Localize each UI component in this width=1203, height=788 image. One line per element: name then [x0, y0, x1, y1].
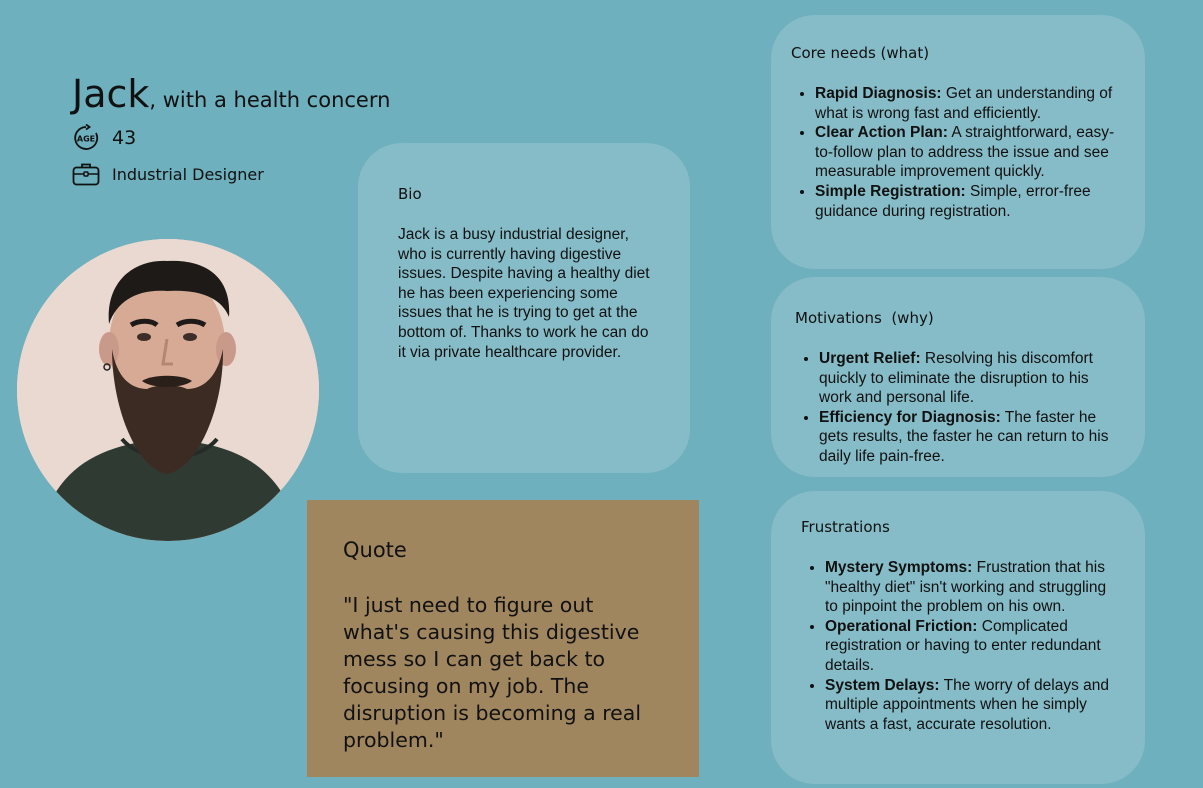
item-text: Get an understanding of what is wrong fast and efficiently.: [815, 85, 1113, 122]
item-label: Mystery Symptoms:: [825, 559, 973, 576]
item-label: Clear Action Plan:: [815, 124, 948, 142]
list-item: [825, 617, 1115, 676]
quote-title: Quote: [343, 538, 407, 562]
item-text: The faster he gets results, the faster he can return to his daily life pain-free.: [819, 408, 1109, 465]
core-needs-title: Core needs (what): [791, 44, 930, 62]
svg-text:AGE: AGE: [76, 134, 96, 144]
age-badge-icon: [72, 124, 100, 152]
item-text: The worry of delays and multiple appointments when he simply wants a fast, accurate resolution.: [825, 676, 1110, 733]
item-text: Complicated registration or having to enter redundant details.: [825, 617, 1101, 674]
list-item: [815, 182, 1125, 221]
persona-photo: [17, 239, 319, 541]
item-label: System Delays:: [825, 676, 940, 694]
bio-title: Bio: [398, 185, 422, 203]
bio-text: Jack is a busy industrial designer, who is currently having digestive issues. Despite having a healthy diet he has been experiencing some issues that he is trying to get at the bottom of. Thanks to work he can do it via private healthcare provider.: [398, 226, 650, 361]
list-item: [819, 408, 1121, 467]
age-value: 43: [112, 127, 137, 149]
item-text: Simple, error-free guidance during registration.: [815, 182, 1091, 220]
frustrations-card: [771, 491, 1145, 784]
occupation-row: [72, 160, 264, 188]
motivations-card: [771, 277, 1145, 477]
persona-subtitle: , with a health concern: [149, 88, 391, 112]
persona-heading: [72, 72, 390, 116]
item-text: Frustration that his "healthy diet" isn't working and struggling to pinpoint the problem on his own.: [825, 559, 1107, 616]
item-text: A straightforward, easy-to-follow plan to address the issue and see measurable improvement quickly.: [815, 124, 1115, 181]
frustrations-list: [801, 558, 1115, 734]
list-item: [815, 123, 1125, 182]
item-label: Efficiency for Diagnosis:: [819, 408, 1001, 426]
core-needs-list: [791, 84, 1125, 221]
item-text: Resolving his discomfort quickly to eliminate the disruption to his work and personal life.: [819, 350, 1093, 407]
list-item: [815, 84, 1125, 123]
bio-card: [358, 143, 690, 473]
occupation-value: Industrial Designer: [112, 164, 264, 184]
item-label: Simple Registration:: [815, 182, 966, 200]
frustrations-title: Frustrations: [801, 518, 890, 536]
quote-box: [307, 500, 699, 777]
motivations-title: Motivations (why): [795, 309, 934, 327]
list-item: [825, 676, 1115, 735]
core-needs-card: [771, 15, 1145, 269]
item-label: Urgent Relief:: [819, 350, 921, 367]
item-label: Operational Friction:: [825, 617, 978, 635]
list-item: [825, 558, 1115, 617]
persona-name: Jack: [72, 72, 150, 116]
motivations-list: [795, 349, 1121, 467]
list-item: [819, 349, 1121, 408]
item-label: Rapid Diagnosis:: [815, 85, 942, 102]
briefcase-icon: [72, 160, 100, 188]
quote-text: "I just need to figure out what's causing this digestive mess so I can get back to focusing on my job. The disruption is becoming a real problem.": [343, 593, 642, 752]
age-row: [72, 124, 136, 152]
